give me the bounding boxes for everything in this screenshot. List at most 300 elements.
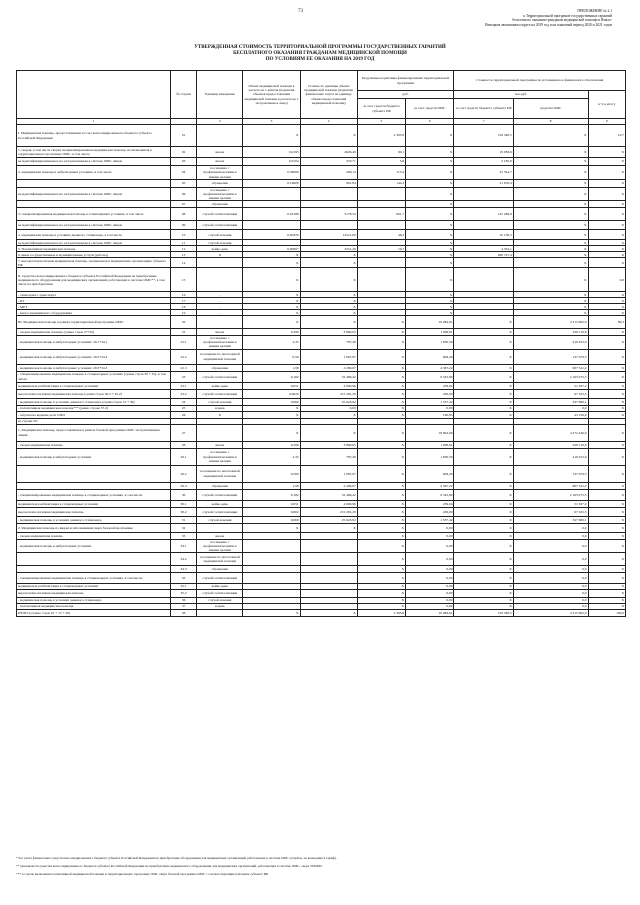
row-number: 08 bbox=[170, 208, 196, 221]
row-budget-per-capita: Х bbox=[357, 597, 405, 603]
row-budget-per-capita: Х bbox=[357, 371, 405, 382]
table-row bbox=[17, 532, 626, 539]
table-row bbox=[17, 221, 626, 230]
row-percent: Х bbox=[588, 389, 625, 398]
row-name: - медицинская помощь в условиях дневного стационара bbox=[17, 516, 171, 523]
row-percent: Х bbox=[588, 382, 625, 389]
row-oms-per-capita: 609,26 bbox=[406, 465, 454, 482]
appendix-line: бесплатного оказания гражданам медицинской помощи в Ямало- bbox=[512, 18, 612, 23]
row-cost: 787,49 bbox=[300, 336, 357, 349]
document-title bbox=[110, 45, 530, 63]
header-cost: Стоимость единицы объема медицинской помощи (норматив финансовых затрат на единицу объема предоставления медицинской помощи) bbox=[300, 71, 357, 119]
table-row bbox=[17, 589, 626, 597]
row-percent: Х bbox=[588, 258, 625, 268]
row-name: II. Средства консолидированного бюджета субъекта Российской Федерации на приобретение медицинского оборудования для медицинских организаций, работающих в системе ОМС**, в том числе на приобретение: bbox=[17, 268, 171, 292]
row-volume: 0,0020 bbox=[243, 389, 300, 398]
row-budget-total: Х bbox=[454, 336, 513, 349]
header-row-no: № строки bbox=[170, 71, 196, 119]
row-percent: 89,3 bbox=[588, 316, 625, 329]
row-budget-per-capita: Х bbox=[357, 532, 405, 539]
row-budget-total bbox=[454, 258, 513, 268]
row-name bbox=[17, 552, 171, 565]
appendix-line: к Территориальной программе государственных гарантий bbox=[523, 13, 612, 18]
row-percent: Х bbox=[588, 329, 625, 336]
row-oms-per-capita: Х bbox=[406, 166, 454, 180]
row-oms-total: 0,0 bbox=[513, 603, 588, 609]
row-unit: посещение с профилактическими и иными целями bbox=[197, 336, 243, 349]
cost-table bbox=[16, 70, 626, 617]
row-name: не идентифицированным и не застрахованным в системе ОМС лицам bbox=[17, 158, 171, 166]
row-budget-per-capita: Х bbox=[357, 349, 405, 364]
row-oms-total: 51 637,2 bbox=[513, 500, 588, 507]
column-number: 6 bbox=[406, 119, 454, 125]
row-cost: 52 486,42 bbox=[300, 489, 357, 500]
row-budget-per-capita: Х bbox=[357, 482, 405, 489]
row-oms-per-capita: 1 850,59 bbox=[406, 336, 454, 349]
row-budget-per-capita: Х bbox=[357, 329, 405, 336]
row-oms-per-capita: 0,00 bbox=[406, 405, 454, 411]
row-budget-per-capita: 2 365,8 bbox=[357, 125, 405, 147]
table-row bbox=[17, 158, 626, 166]
row-budget-per-capita bbox=[357, 258, 405, 268]
row-unit: случай госпитализации bbox=[197, 221, 243, 230]
row-oms-per-capita: 0,00 bbox=[406, 597, 454, 603]
row-cost: Х bbox=[300, 609, 357, 616]
row-oms-total: Х bbox=[513, 292, 588, 298]
row-name bbox=[17, 201, 171, 208]
table-row bbox=[17, 125, 626, 147]
row-oms-total: 137 679,5 bbox=[513, 465, 588, 482]
row-budget-total: Х bbox=[454, 465, 513, 482]
row-unit bbox=[197, 316, 243, 329]
row-volume: Х bbox=[243, 310, 300, 316]
row-budget-per-capita: Х bbox=[357, 539, 405, 552]
row-percent: 10,7 bbox=[588, 125, 625, 147]
row-number: 22.2 bbox=[170, 349, 196, 364]
row-volume: Х bbox=[243, 252, 300, 258]
row-cost: 3 860,05 bbox=[300, 441, 357, 448]
row-number: 23.2 bbox=[170, 389, 196, 398]
row-budget-total bbox=[454, 188, 513, 201]
row-oms-total: 4 315 602,9 bbox=[513, 316, 588, 329]
row-budget-total: Х bbox=[454, 441, 513, 448]
row-name: высокотехнологичная медицинская помощь (сумма строк 30.2 + 35.2) bbox=[17, 389, 171, 398]
column-number: 4 bbox=[300, 119, 357, 125]
row-oms-total: 97 325,5 bbox=[513, 389, 588, 398]
row-budget-per-capita: Х bbox=[357, 500, 405, 507]
row-name: - медицинская помощь в условиях дневного стационара (сумма строк 31 + 36) bbox=[17, 398, 171, 405]
row-oms-per-capita: 1 008,81 bbox=[406, 441, 454, 448]
row-unit: случай лечения bbox=[197, 597, 243, 603]
row-number: 04 bbox=[170, 166, 196, 180]
row-number: 35.2 bbox=[170, 589, 196, 597]
row-percent: Х bbox=[588, 465, 625, 482]
row-budget-per-capita: Х bbox=[357, 603, 405, 609]
row-budget-per-capita: Х bbox=[357, 448, 405, 465]
row-budget-per-capita: Х bbox=[357, 489, 405, 500]
row-percent: Х bbox=[588, 208, 625, 221]
row-volume: 0,051 bbox=[243, 500, 300, 507]
row-oms-total: 4 272 446,9 bbox=[513, 424, 588, 441]
table-row bbox=[17, 448, 626, 465]
row-name: не идентифицированным и не застрахованным в системе ОМС лицам bbox=[17, 188, 171, 201]
table-row bbox=[17, 539, 626, 552]
row-number: 16 bbox=[170, 292, 196, 298]
row-unit: Х bbox=[197, 411, 243, 418]
row-budget-total: Х bbox=[454, 424, 513, 441]
table-row bbox=[17, 507, 626, 516]
header-oms-total: средства ОМС bbox=[513, 99, 588, 119]
row-unit: обращение bbox=[197, 565, 243, 572]
row-cost: Х bbox=[300, 523, 357, 532]
row-cost: Х bbox=[300, 252, 357, 258]
row-cost: Х bbox=[300, 424, 357, 441]
row-volume: 2,35 bbox=[243, 448, 300, 465]
row-oms-total: 2 163 075,5 bbox=[513, 489, 588, 500]
row-percent: Х bbox=[588, 252, 625, 258]
row-unit: посещение с профилактическими и иными целями bbox=[197, 448, 243, 465]
row-unit: посещение по неотложной медицинской помощи bbox=[197, 349, 243, 364]
row-oms-per-capita: Х bbox=[406, 201, 454, 208]
row-cost bbox=[300, 589, 357, 597]
row-cost: Х bbox=[300, 316, 357, 329]
row-oms-per-capita: 0,00 bbox=[406, 523, 454, 532]
row-budget-total: 31 676,4 bbox=[454, 180, 513, 188]
column-number: 8 bbox=[513, 119, 588, 125]
row-name: не идентифицированным и не застрахованным в системе ОМС лицам bbox=[17, 221, 171, 230]
row-oms-per-capita: 9 545,80 bbox=[406, 489, 454, 500]
row-cost: 570,71 bbox=[300, 158, 357, 166]
row-cost: 215 281,29 bbox=[300, 389, 357, 398]
row-oms-total: 418 452,6 bbox=[513, 448, 588, 465]
row-name: не идентифицированным и не застрахованным в системе ОМС лицам bbox=[17, 240, 171, 246]
table-row bbox=[17, 208, 626, 221]
row-budget-per-capita bbox=[357, 221, 405, 230]
row-cost: Х bbox=[300, 298, 357, 304]
row-oms-per-capita: Х bbox=[406, 147, 454, 158]
row-unit: вызов bbox=[197, 329, 243, 336]
row-cost: 0,00 bbox=[300, 405, 357, 411]
row-oms-per-capita: 0,00 bbox=[406, 603, 454, 609]
row-unit bbox=[197, 609, 243, 616]
row-budget-total: Х bbox=[454, 583, 513, 589]
row-number: 34.1 bbox=[170, 539, 196, 552]
row-oms-total: 987 541,2 bbox=[513, 364, 588, 371]
row-budget-total: Х bbox=[454, 371, 513, 382]
row-budget-total: 519 348,5 bbox=[454, 125, 513, 147]
row-name: III. Медицинская помощь в рамках территориальной программы ОМС: bbox=[17, 316, 171, 329]
row-volume: 0,290 bbox=[243, 329, 300, 336]
row-oms-total: Х bbox=[513, 268, 588, 292]
row-number: 17 bbox=[170, 298, 196, 304]
row-percent: Х bbox=[588, 583, 625, 589]
row-oms-total: 137 679,5 bbox=[513, 349, 588, 364]
row-oms-per-capita: Х bbox=[406, 252, 454, 258]
row-budget-per-capita: Х bbox=[357, 364, 405, 371]
row-oms-per-capita: 0,00 bbox=[406, 565, 454, 572]
row-budget-total: Х bbox=[454, 597, 513, 603]
row-percent: 0,0 bbox=[588, 268, 625, 292]
row-oms-total: Х bbox=[513, 125, 588, 147]
row-number: 29.2 bbox=[170, 465, 196, 482]
row-number: 19 bbox=[170, 310, 196, 316]
row-budget-total: Х bbox=[454, 507, 513, 516]
row-oms-per-capita: 1 537,42 bbox=[406, 516, 454, 523]
row-oms-per-capita: Х bbox=[406, 188, 454, 201]
row-oms-total: Х bbox=[513, 158, 588, 166]
row-budget-total: Х bbox=[454, 349, 513, 364]
row-budget-total: 4 334,1 bbox=[454, 246, 513, 252]
row-percent: Х bbox=[588, 500, 625, 507]
appendix-note bbox=[422, 9, 612, 27]
row-oms-total: 228 116,6 bbox=[513, 329, 588, 336]
row-name: - медицинская помощь в условиях дневного стационара bbox=[17, 597, 171, 603]
row-percent: Х bbox=[588, 507, 625, 516]
row-volume bbox=[243, 565, 300, 572]
header-rub: руб. bbox=[357, 91, 454, 99]
row-oms-total: Х bbox=[513, 180, 588, 188]
row-budget-per-capita: 90,1 bbox=[357, 147, 405, 158]
row-unit: случай госпитализации bbox=[197, 371, 243, 382]
row-name: - медицинская помощь в амбулаторных условиях: 29.2+34.2 bbox=[17, 349, 171, 364]
row-volume: Х bbox=[243, 292, 300, 298]
row-oms-total: 418 452,6 bbox=[513, 336, 588, 349]
table-row bbox=[17, 382, 626, 389]
row-number: 33 bbox=[170, 532, 196, 539]
table-row bbox=[17, 552, 626, 565]
row-number: 30.1 bbox=[170, 500, 196, 507]
row-volume: 0,16000 bbox=[243, 180, 300, 188]
row-number: 24 bbox=[170, 398, 196, 405]
row-budget-per-capita: Х bbox=[357, 441, 405, 448]
row-oms-per-capita: Х bbox=[406, 298, 454, 304]
header-budget: за счет средств бюджета субъекта РФ bbox=[357, 99, 405, 119]
row-volume: 0,01288 bbox=[243, 208, 300, 221]
header-unit: Единица измерения bbox=[197, 71, 243, 119]
row-budget-per-capita: Х bbox=[357, 405, 405, 411]
row-name: - паллиативная медицинская помощь*** (равно строке 37.2) bbox=[17, 405, 171, 411]
row-number: 38 bbox=[170, 609, 196, 616]
row-budget-total: Х bbox=[454, 516, 513, 523]
row-cost: Х bbox=[300, 125, 357, 147]
row-cost: 4626,49 bbox=[300, 147, 357, 158]
row-name: 4. медицинская помощь в условиях дневного стационара, в том числе bbox=[17, 230, 171, 240]
row-number: 35.1 bbox=[170, 583, 196, 589]
row-oms-total: Х bbox=[513, 310, 588, 316]
row-volume: 0,002 bbox=[243, 507, 300, 516]
row-cost bbox=[300, 532, 357, 539]
row-volume: Х bbox=[243, 258, 300, 268]
row-name: - медицинская помощь в амбулаторных условиях bbox=[17, 448, 171, 465]
column-number: 2 bbox=[197, 119, 243, 125]
row-number: 25 bbox=[170, 405, 196, 411]
row-budget-per-capita: Х bbox=[357, 523, 405, 532]
row-cost: 901,84 bbox=[300, 180, 357, 188]
row-oms-total: 2 163 075,5 bbox=[513, 371, 588, 382]
row-cost: Х bbox=[300, 258, 357, 268]
row-oms-per-capita: 1 537,42 bbox=[406, 398, 454, 405]
row-budget-per-capita: Х bbox=[357, 507, 405, 516]
row-cost: Х bbox=[300, 411, 357, 418]
row-percent: Х bbox=[588, 405, 625, 411]
row-name: - МРТ bbox=[17, 304, 171, 310]
row-oms-per-capita: 9 545,80 bbox=[406, 371, 454, 382]
row-percent: Х bbox=[588, 147, 625, 158]
row-percent: Х bbox=[588, 336, 625, 349]
row-cost: 2 299,67 bbox=[300, 482, 357, 489]
row-volume: 0,56 bbox=[243, 349, 300, 364]
row-name: - санитарного транспорта bbox=[17, 292, 171, 298]
row-number: 21 bbox=[170, 329, 196, 336]
row-unit: случай госпитализации bbox=[197, 208, 243, 221]
table-row bbox=[17, 482, 626, 489]
row-name: высокотехнологичная медицинская помощь bbox=[17, 589, 171, 597]
row-cost: 206,14 bbox=[300, 166, 357, 180]
table-row bbox=[17, 166, 626, 180]
row-name: медицинская реабилитация в стационарных условиях bbox=[17, 583, 171, 589]
row-percent: Х bbox=[588, 441, 625, 448]
row-oms-per-capita: Х bbox=[406, 221, 454, 230]
row-oms-per-capita: 0,00 bbox=[406, 552, 454, 565]
footnote: *** в случае включения паллиативной медицинской помощи в территориальную программу ОМС сверх базовой программы ОМС с соответствующим платежом субъекта РФ bbox=[16, 872, 269, 876]
row-name: - КТ bbox=[17, 298, 171, 304]
row-oms-per-capita: 0,00 bbox=[406, 532, 454, 539]
row-oms-total: 0,0 bbox=[513, 565, 588, 572]
row-oms-per-capita: 19 084,91 bbox=[406, 316, 454, 329]
row-unit: случай лечения bbox=[197, 398, 243, 405]
row-name: из строки 20: bbox=[17, 418, 171, 424]
row-oms-total: 0,0 bbox=[513, 532, 588, 539]
page-number: 73 bbox=[298, 9, 303, 14]
row-number: 28 bbox=[170, 441, 196, 448]
row-cost: 25 623,92 bbox=[300, 516, 357, 523]
row-oms-total: 0,0 bbox=[513, 552, 588, 565]
row-volume bbox=[243, 201, 300, 208]
row-unit: случай госпитализации bbox=[197, 589, 243, 597]
row-volume: 0,060 bbox=[243, 398, 300, 405]
row-unit: посещение с профилактическими и иными целями bbox=[197, 166, 243, 180]
row-budget-total: 2 185,0 bbox=[454, 158, 513, 166]
header-thous-rub: тыс.руб. bbox=[454, 91, 588, 99]
row-oms-total: Х bbox=[513, 240, 588, 246]
row-unit: посещение по неотложной медицинской помощи bbox=[197, 465, 243, 482]
row-cost: 3251,29 bbox=[300, 246, 357, 252]
row-unit: койко-день bbox=[197, 382, 243, 389]
row-number: 32 bbox=[170, 523, 196, 532]
row-budget-total: Х bbox=[454, 589, 513, 597]
row-budget-total: Х bbox=[454, 448, 513, 465]
row-number: 07 bbox=[170, 201, 196, 208]
row-number: 36 bbox=[170, 597, 196, 603]
row-unit: к/день bbox=[197, 405, 243, 411]
row-name: - затраты на ведение дела СМО bbox=[17, 411, 171, 418]
row-oms-per-capita: 4 367,22 bbox=[406, 364, 454, 371]
row-unit: вызов bbox=[197, 532, 243, 539]
row-cost bbox=[300, 221, 357, 230]
row-budget-total: Х bbox=[454, 500, 513, 507]
table-row bbox=[17, 201, 626, 208]
table-row bbox=[17, 180, 626, 188]
row-budget-per-capita: Х bbox=[357, 589, 405, 597]
row-name: - специализированная медицинская помощь в стационарных условиях (сумма строк 30 + 35), в том числе: bbox=[17, 371, 171, 382]
table-row bbox=[17, 316, 626, 329]
row-budget-per-capita: Х bbox=[357, 389, 405, 398]
row-oms-total: 0,0 bbox=[513, 583, 588, 589]
row-volume: Х bbox=[243, 405, 300, 411]
row-name: 3. специализированная медицинская помощь в стационарных условиях, в том числе bbox=[17, 208, 171, 221]
row-unit: койко-день bbox=[197, 246, 243, 252]
row-budget-total: Х bbox=[454, 552, 513, 565]
appendix-line: ПРИЛОЖЕНИЕ № 2.1 bbox=[577, 9, 612, 13]
row-number: 30.2 bbox=[170, 507, 196, 516]
row-cost bbox=[300, 539, 357, 552]
row-oms-per-capita: 0,00 bbox=[406, 589, 454, 597]
row-unit: - bbox=[197, 310, 243, 316]
row-volume: 2,35 bbox=[243, 336, 300, 349]
header-name bbox=[17, 71, 171, 119]
row-budget-per-capita: Х bbox=[357, 424, 405, 441]
row-cost: 3 860,05 bbox=[300, 329, 357, 336]
row-name: - скорая медицинская помощь bbox=[17, 532, 171, 539]
row-percent: Х bbox=[588, 349, 625, 364]
row-unit: случай госпитализации bbox=[197, 389, 243, 398]
row-number: 23.1 bbox=[170, 382, 196, 389]
row-oms-per-capita: Х bbox=[406, 208, 454, 221]
row-percent: Х bbox=[588, 589, 625, 597]
row-volume: 0,060 bbox=[243, 516, 300, 523]
row-oms-per-capita: 0,00 bbox=[406, 583, 454, 589]
table-row bbox=[17, 565, 626, 572]
row-percent: Х bbox=[588, 364, 625, 371]
row-name: 1. скорая, в том числе скорая специализированная медицинская помощь, не включенная в территориальную программу ОМС, в том числе bbox=[17, 147, 171, 158]
row-number: 35 bbox=[170, 572, 196, 583]
row-percent: Х bbox=[588, 532, 625, 539]
row-oms-per-capita: Х bbox=[406, 268, 454, 292]
row-unit: - bbox=[197, 292, 243, 298]
row-budget-per-capita: Х bbox=[357, 552, 405, 565]
row-oms-per-capita: Х bbox=[406, 125, 454, 147]
row-budget-total: Х bbox=[454, 572, 513, 583]
row-number: 29.3 bbox=[170, 482, 196, 489]
row-volume: Х bbox=[243, 316, 300, 329]
row-number: 09 bbox=[170, 221, 196, 230]
row-oms-per-capita: Х bbox=[406, 158, 454, 166]
table-row bbox=[17, 465, 626, 482]
row-budget-total: 519 348,5 bbox=[454, 609, 513, 616]
row-budget-total: 19 038,6 bbox=[454, 147, 513, 158]
row-oms-total: Х bbox=[513, 221, 588, 230]
row-number: 06 bbox=[170, 188, 196, 201]
row-unit bbox=[197, 424, 243, 441]
row-percent: Х bbox=[588, 246, 625, 252]
row-cost: 215 281,29 bbox=[300, 507, 357, 516]
row-percent: Х bbox=[588, 304, 625, 310]
row-number: 12 bbox=[170, 246, 196, 252]
row-volume: Х bbox=[243, 125, 300, 147]
row-unit bbox=[197, 258, 243, 268]
row-cost: 4 600,96 bbox=[300, 500, 357, 507]
row-oms-total: Х bbox=[513, 304, 588, 310]
row-budget-total: Х bbox=[454, 405, 513, 411]
row-volume bbox=[243, 572, 300, 583]
row-name: 2. медицинская помощь в амбулаторных условиях, в том числе bbox=[17, 166, 171, 180]
row-unit: койко-день bbox=[197, 500, 243, 507]
row-oms-total: 0,0 bbox=[513, 572, 588, 583]
row-volume: 0,182 bbox=[243, 371, 300, 382]
row-name: - специализированная медицинская помощь в стационарных условиях, в том числе: bbox=[17, 489, 171, 500]
header-volume: Объем медицинской помощи в расчете на 1 жителя (норматив объемов предоставления медицинской помощи в расчете на 1 застрахованное лицо) bbox=[243, 71, 300, 119]
row-budget-per-capita bbox=[357, 188, 405, 201]
